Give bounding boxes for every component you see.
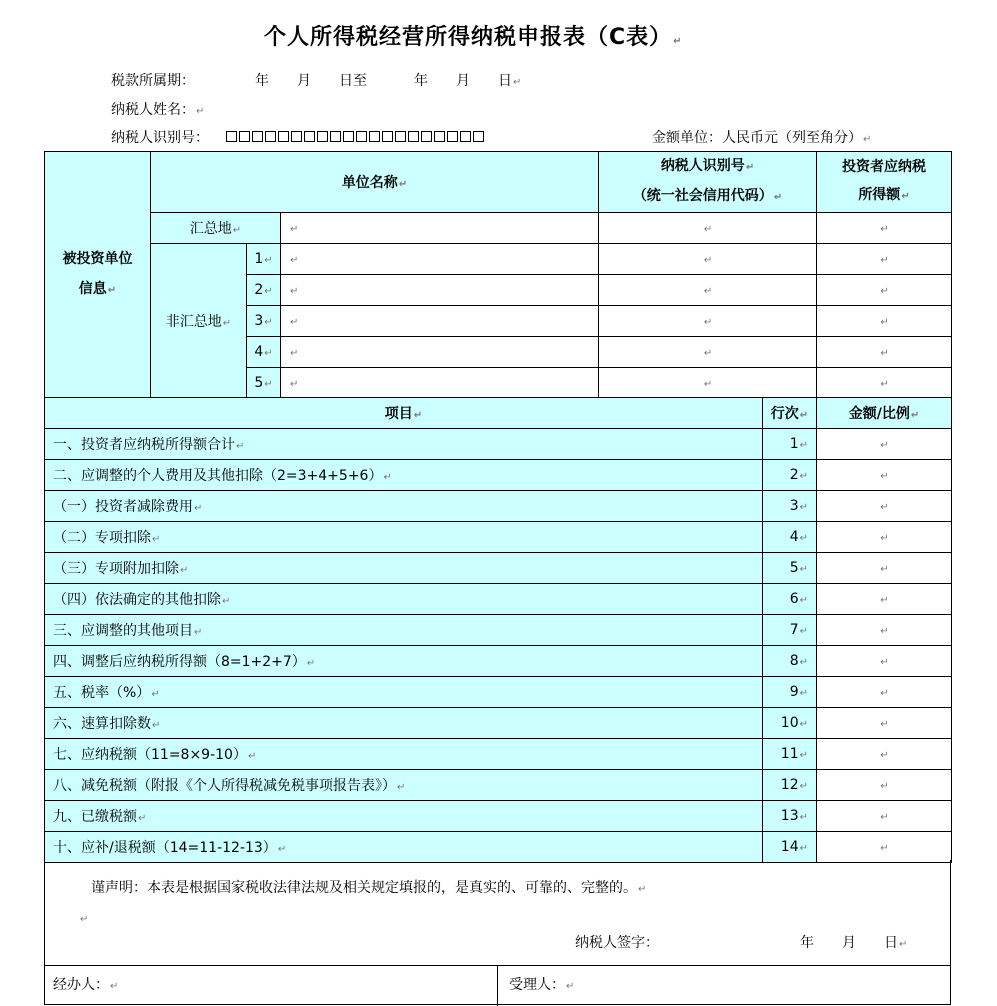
id-digit-box[interactable] bbox=[369, 131, 380, 142]
non-summary-income-cell[interactable]: ↵ bbox=[817, 306, 952, 337]
item-label: 十、应补/退税额（14=11-12-13）↵ bbox=[45, 832, 763, 863]
item-row bbox=[45, 615, 952, 646]
non-summary-row-num: 2↵ bbox=[247, 275, 281, 306]
id-digit-box[interactable] bbox=[382, 131, 393, 142]
non-summary-taxid-cell[interactable]: ↵ bbox=[599, 337, 817, 368]
item-row-number: 11↵ bbox=[763, 739, 817, 770]
investee-section-label: 被投资单位 信息↵ bbox=[45, 152, 151, 399]
item-amount-cell[interactable]: ↵ bbox=[817, 584, 952, 615]
summary-income-cell[interactable]: ↵ bbox=[817, 213, 952, 244]
item-row bbox=[45, 708, 952, 739]
non-summary-unit-name-cell[interactable]: ↵ bbox=[281, 368, 599, 399]
col-amount: 金额/比例↵ bbox=[817, 398, 952, 429]
col-item: 项目↵ bbox=[45, 398, 763, 429]
id-digit-box[interactable] bbox=[447, 131, 458, 142]
item-row-number: 1↵ bbox=[763, 429, 817, 460]
item-label: （三）专项附加扣除↵ bbox=[45, 553, 763, 584]
handler-row bbox=[44, 965, 951, 1005]
id-digit-box[interactable] bbox=[408, 131, 419, 142]
item-row-number: 12↵ bbox=[763, 770, 817, 801]
non-summary-unit-name-cell[interactable]: ↵ bbox=[281, 244, 599, 275]
non-summary-location-label: 非汇总地↵ bbox=[151, 244, 247, 399]
id-digit-box[interactable] bbox=[421, 131, 432, 142]
item-label: 五、税率（%）↵ bbox=[45, 677, 763, 708]
id-digit-box[interactable] bbox=[265, 131, 276, 142]
period-label: 税款所属期： bbox=[111, 73, 195, 89]
col-taxpayer-id: 纳税人识别号↵ （统一社会信用代码）↵ bbox=[599, 152, 817, 213]
non-summary-taxid-cell[interactable]: ↵ bbox=[599, 244, 817, 275]
investee-table bbox=[44, 151, 952, 399]
id-digit-box[interactable] bbox=[252, 131, 263, 142]
item-row bbox=[45, 832, 952, 863]
col-investor-income: 投资者应纳税 所得额↵ bbox=[817, 152, 952, 213]
item-amount-cell[interactable]: ↵ bbox=[817, 770, 952, 801]
item-row bbox=[45, 460, 952, 491]
handler-divider bbox=[497, 966, 498, 1006]
item-row bbox=[45, 584, 952, 615]
summary-unit-name-cell[interactable]: ↵ bbox=[281, 213, 599, 244]
taxpayer-name-label: 纳税人姓名：↵ bbox=[111, 102, 205, 118]
item-label: 三、应调整的其他项目↵ bbox=[45, 615, 763, 646]
non-summary-unit-name-cell[interactable]: ↵ bbox=[281, 275, 599, 306]
item-row bbox=[45, 522, 952, 553]
non-summary-row-num: 3↵ bbox=[247, 306, 281, 337]
id-digit-box[interactable] bbox=[330, 131, 341, 142]
col-unit-name: 单位名称↵ bbox=[151, 152, 599, 213]
item-row bbox=[45, 770, 952, 801]
item-row-number: 7↵ bbox=[763, 615, 817, 646]
period-from[interactable]: 年 月 日至 bbox=[255, 73, 367, 89]
id-digit-box[interactable] bbox=[460, 131, 471, 142]
item-label: （二）专项扣除↵ bbox=[45, 522, 763, 553]
item-row-number: 9↵ bbox=[763, 677, 817, 708]
item-amount-cell[interactable]: ↵ bbox=[817, 708, 952, 739]
summary-taxid-cell[interactable]: ↵ bbox=[599, 213, 817, 244]
declaration-text: 谨声明：本表是根据国家税收法律法规及相关规定填报的，是真实的、可靠的、完整的。↵ bbox=[91, 880, 647, 896]
non-summary-income-cell[interactable]: ↵ bbox=[817, 368, 952, 399]
item-amount-cell[interactable]: ↵ bbox=[817, 615, 952, 646]
form-title: 个人所得税经营所得纳税申报表（C表）↵ bbox=[264, 25, 683, 50]
item-amount-cell[interactable]: ↵ bbox=[817, 429, 952, 460]
signature-date[interactable]: 年 月 日↵ bbox=[800, 935, 908, 951]
item-amount-cell[interactable]: ↵ bbox=[817, 677, 952, 708]
summary-location-label: 汇总地↵ bbox=[151, 213, 281, 244]
item-label: 八、减免税额（附报《个人所得税减免税事项报告表》）↵ bbox=[45, 770, 763, 801]
item-row bbox=[45, 801, 952, 832]
item-label: 四、调整后应纳税所得额（8=1+2+7）↵ bbox=[45, 646, 763, 677]
non-summary-row-num: 4↵ bbox=[247, 337, 281, 368]
item-row-number: 10↵ bbox=[763, 708, 817, 739]
id-digit-box[interactable] bbox=[356, 131, 367, 142]
declaration-blank-line: ↵ bbox=[80, 914, 89, 925]
item-row bbox=[45, 646, 952, 677]
non-summary-income-cell[interactable]: ↵ bbox=[817, 337, 952, 368]
id-digit-box[interactable] bbox=[278, 131, 289, 142]
receiver-field[interactable]: 受理人：↵ bbox=[509, 977, 575, 993]
non-summary-row-num: 5↵ bbox=[247, 368, 281, 399]
non-summary-income-cell[interactable]: ↵ bbox=[817, 275, 952, 306]
item-row-number: 3↵ bbox=[763, 491, 817, 522]
item-label: 一、投资者应纳税所得额合计↵ bbox=[45, 429, 763, 460]
item-row bbox=[45, 491, 952, 522]
item-row bbox=[45, 429, 952, 460]
item-row-number: 8↵ bbox=[763, 646, 817, 677]
item-amount-cell[interactable]: ↵ bbox=[817, 460, 952, 491]
non-summary-income-cell[interactable]: ↵ bbox=[817, 244, 952, 275]
agent-field[interactable]: 经办人：↵ bbox=[53, 977, 119, 993]
item-label: 六、速算扣除数↵ bbox=[45, 708, 763, 739]
item-amount-cell[interactable]: ↵ bbox=[817, 739, 952, 770]
item-row-number: 5↵ bbox=[763, 553, 817, 584]
non-summary-unit-name-cell[interactable]: ↵ bbox=[281, 306, 599, 337]
item-row bbox=[45, 677, 952, 708]
id-digit-box[interactable] bbox=[239, 131, 250, 142]
item-amount-cell[interactable]: ↵ bbox=[817, 801, 952, 832]
item-row-number: 13↵ bbox=[763, 801, 817, 832]
item-row-number: 2↵ bbox=[763, 460, 817, 491]
signature-label: 纳税人签字： bbox=[575, 935, 659, 951]
non-summary-taxid-cell[interactable]: ↵ bbox=[599, 275, 817, 306]
item-label: 七、应纳税额（11=8×9-10）↵ bbox=[45, 739, 763, 770]
taxpayer-id-label: 纳税人识别号： bbox=[111, 130, 209, 146]
id-digit-box[interactable] bbox=[291, 131, 302, 142]
item-row-number: 4↵ bbox=[763, 522, 817, 553]
non-summary-unit-name-cell[interactable]: ↵ bbox=[281, 337, 599, 368]
item-label: （四）依法确定的其他扣除↵ bbox=[45, 584, 763, 615]
id-digit-box[interactable] bbox=[473, 131, 484, 142]
id-digit-box[interactable] bbox=[226, 131, 237, 142]
item-amount-cell[interactable]: ↵ bbox=[817, 832, 952, 863]
items-table bbox=[44, 397, 952, 863]
item-amount-cell[interactable]: ↵ bbox=[817, 522, 952, 553]
id-digit-box[interactable] bbox=[343, 131, 354, 142]
item-amount-cell[interactable]: ↵ bbox=[817, 553, 952, 584]
period-to[interactable]: 年 月 日↵ bbox=[414, 73, 522, 89]
item-amount-cell[interactable]: ↵ bbox=[817, 491, 952, 522]
item-amount-cell[interactable]: ↵ bbox=[817, 646, 952, 677]
item-row-number: 6↵ bbox=[763, 584, 817, 615]
declaration-box bbox=[44, 860, 951, 966]
id-digit-box[interactable] bbox=[317, 131, 328, 142]
taxpayer-id-boxes[interactable] bbox=[226, 129, 486, 145]
item-label: 九、已缴税额↵ bbox=[45, 801, 763, 832]
non-summary-row-num: 1↵ bbox=[247, 244, 281, 275]
id-digit-box[interactable] bbox=[434, 131, 445, 142]
id-digit-box[interactable] bbox=[304, 131, 315, 142]
item-label: （一）投资者减除费用↵ bbox=[45, 491, 763, 522]
item-row bbox=[45, 553, 952, 584]
item-row-number: 14↵ bbox=[763, 832, 817, 863]
id-digit-box[interactable] bbox=[395, 131, 406, 142]
amount-unit-label: 金额单位：人民币元（列至角分）↵ bbox=[652, 130, 872, 146]
non-summary-taxid-cell[interactable]: ↵ bbox=[599, 306, 817, 337]
item-row bbox=[45, 739, 952, 770]
non-summary-taxid-cell[interactable]: ↵ bbox=[599, 368, 817, 399]
item-label: 二、应调整的个人费用及其他扣除（2=3+4+5+6）↵ bbox=[45, 460, 763, 491]
col-row-number: 行次↵ bbox=[763, 398, 817, 429]
